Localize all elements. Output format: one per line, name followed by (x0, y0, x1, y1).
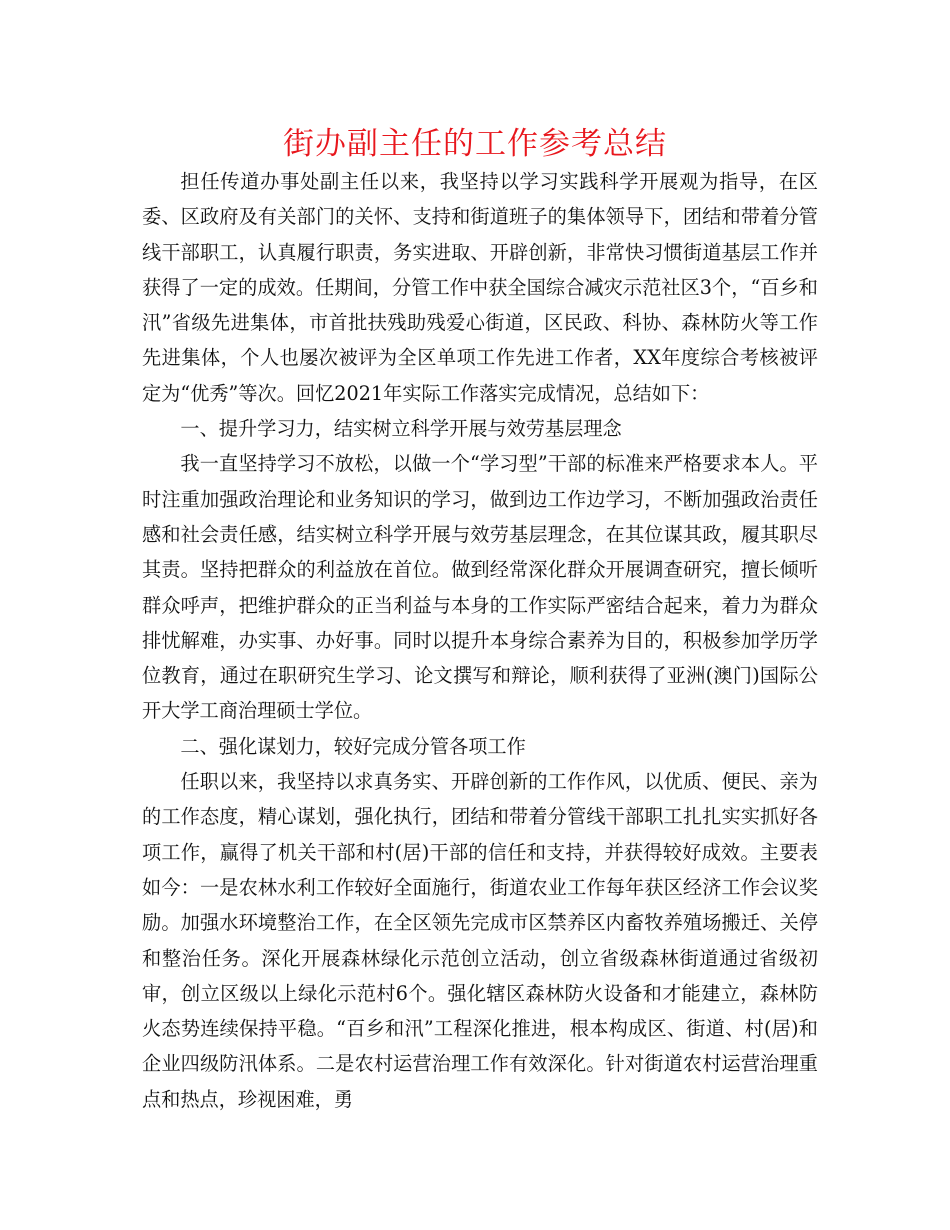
paragraph-intro: 担任传道办事处副主任以来，我坚持以学习实践科学开展观为指导，在区委、区政府及有关部门的关怀、支持和街道班子的集体领导下，团结和带着分管线干部职工，认真履行职责，务实进取、开辟创新，非常快习惯街道基层工作并获得了一定的成效。任期间，分管工作中获全国综合减灾示范社区3个，“百乡和汛”省级先进集体，市首批扶残助残爱心街道，区民政、科协、森林防火等工作先进集体，个人也屡次被评为全区单项工作先进工作者，XX年度综合考核被评定为“优秀”等次。回忆2021年实际工作落实完成情况，总结如下： (142, 170, 818, 405)
paragraph-planning: 任职以来，我坚持以求真务实、开辟创新的工作作风，以优质、便民、亲为的工作态度，精心谋划，强化执行，团结和带着分管线干部职工扎扎实实抓好各项工作，赢得了机关干部和村(居)干部的信任和支持，并获得较好成效。主要表如今：一是农林水利工作较好全面施行，街道农业工作每年获区经济工作会议奖励。加强水环境整治工作，在全区领先完成市区禁养区内畜牧养殖场搬迁、关停和整治任务。深化开展森林绿化示范创立活动，创立省级森林街道通过省级初审，创立区级以上绿化示范村6个。强化辖区森林防火设备和才能建立，森林防火态势连续保持平稳。“百乡和汛”工程深化推进，根本构成区、街道、村(居)和企业四级防汛体系。二是农村运营治理工作有效深化。针对街道农村运营治理重点和热点，珍视困难，勇 (142, 770, 818, 1111)
document-body (142, 164, 818, 1117)
section-heading-1: 一、提升学习力，结实树立科学开展与效劳基层理念 (180, 417, 622, 441)
section-heading-2: 二、强化谋划力，较好完成分管各项工作 (180, 734, 526, 758)
paragraph-learning: 我一直坚持学习不放松，以做一个“学习型”干部的标准来严格要求本人。平时注重加强政治理论和业务知识的学习，做到边工作边学习，不断加强政治责任感和社会责任感，结实树立科学开展与效劳基层理念，在其位谋其政，履其职尽其责。坚持把群众的利益放在首位。做到经常深化群众开展调查研究，擅长倾听群众呼声，把维护群众的正当利益与本身的工作实际严密结合起来，着力为群众排忧解难，办实事、办好事。同时以提升本身综合素养为目的，积极参加学历学位教育，通过在职研究生学习、论文撰写和辩论，顺利获得了亚洲(澳门)国际公开大学工商治理硕士学位。 (142, 452, 818, 723)
document-title: 街办副主任的工作参考总结 (283, 126, 667, 162)
